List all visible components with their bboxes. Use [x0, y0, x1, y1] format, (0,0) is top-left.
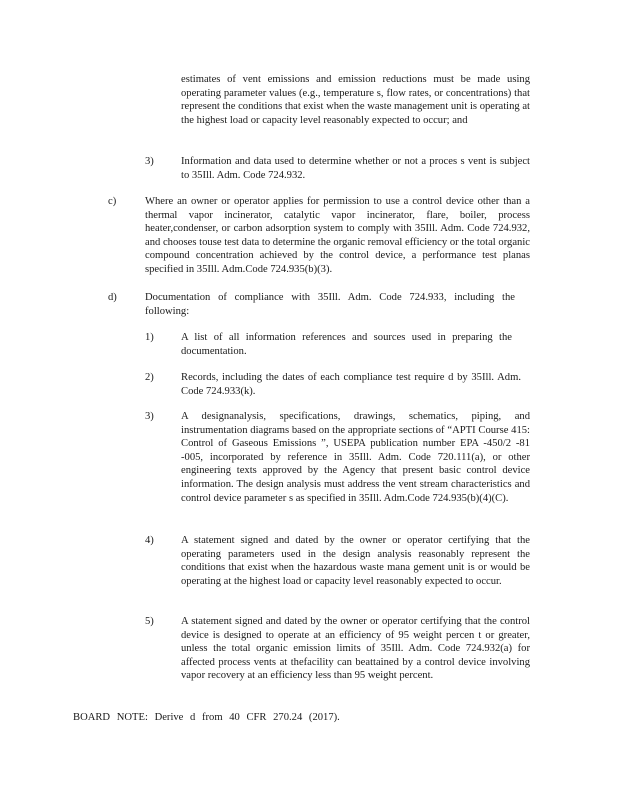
- item-c-marker: c): [108, 196, 117, 207]
- item-d2-text: Records, including the dates of each compliance test require d by 35Ill. Adm. Code 724.933(k).: [181, 372, 521, 397]
- continuation-paragraph: estimates of vent emissions and emission reductions must be made using operating parameter values (e.g., temperature s, flow rates, or concentrations) that represent the conditions that exist when the waste management unit is operating at the highest load or capacity level reasonably expected to occur; and: [181, 74, 530, 126]
- item-d2-marker: 2): [145, 372, 154, 383]
- item-c-text: Where an owner or operator applies for permission to use a control device other than a thermal vapor incinerator, catalytic vapor incinerator, flare, boiler, process heater,condenser, or carbon adsorption system to comply with 35Ill. Adm. Code 724.932, and chooses touse test data to determine the organic removal efficiency or the total organic compound concentration achieved by the control device, a performance test planas specified in 35Ill. Adm.Code 724.935(b)(3).: [145, 196, 530, 275]
- board-note: BOARD NOTE: Derive d from 40 CFR 270.24 (2017).: [73, 712, 340, 723]
- item-d4-text: A statement signed and dated by the owner or operator certifying that the operating parameters used in the design analysis reasonably represent the conditions that exist when the hazardous waste mana gement unit is or would be operating at the highest load or capacity level reasonably expected to occur.: [181, 535, 530, 587]
- item-d-marker: d): [108, 292, 117, 303]
- item-d1-text: A list of all information references and sources used in preparing the documentation.: [181, 332, 512, 357]
- item-b3-text: Information and data used to determine whether or not a proces s vent is subject to 35Ill. Adm. Code 724.932.: [181, 156, 530, 181]
- item-d5-text: A statement signed and dated by the owner or operator certifying that the control device is designed to operate at an efficiency of 95 weight percen t or greater, unless the total organic emission limits of 35Ill. Adm. Code 724.932(a) for affected process vents at thefacility can beattained by a control device involving vapor recovery at an efficiency less than 95 weight percent.: [181, 616, 530, 682]
- item-d4-marker: 4): [145, 535, 154, 546]
- item-d5-marker: 5): [145, 616, 154, 627]
- item-d1-marker: 1): [145, 332, 154, 343]
- item-d-text: Documentation of compliance with 35Ill. Adm. Code 724.933, including the following:: [145, 292, 515, 317]
- item-d3-marker: 3): [145, 411, 154, 422]
- item-d3-text: A designanalysis, specifications, drawings, schematics, piping, and instrumentation diagrams based on the appropriate sections of “APTI Course 415: Control of Gaseous Emissions ”, USEPA publication number EPA -450/2 -81 -005, incorporated by reference in 35Ill. Adm. Code 720.111(a), or other engineering texts approved by the Agency that present basic control device information. The design analysis must address the vent stream characteristics and control device parameter s as specified in 35Ill. Adm.Code 724.935(b)(4)(C).: [181, 411, 530, 504]
- item-b3-marker: 3): [145, 156, 154, 167]
